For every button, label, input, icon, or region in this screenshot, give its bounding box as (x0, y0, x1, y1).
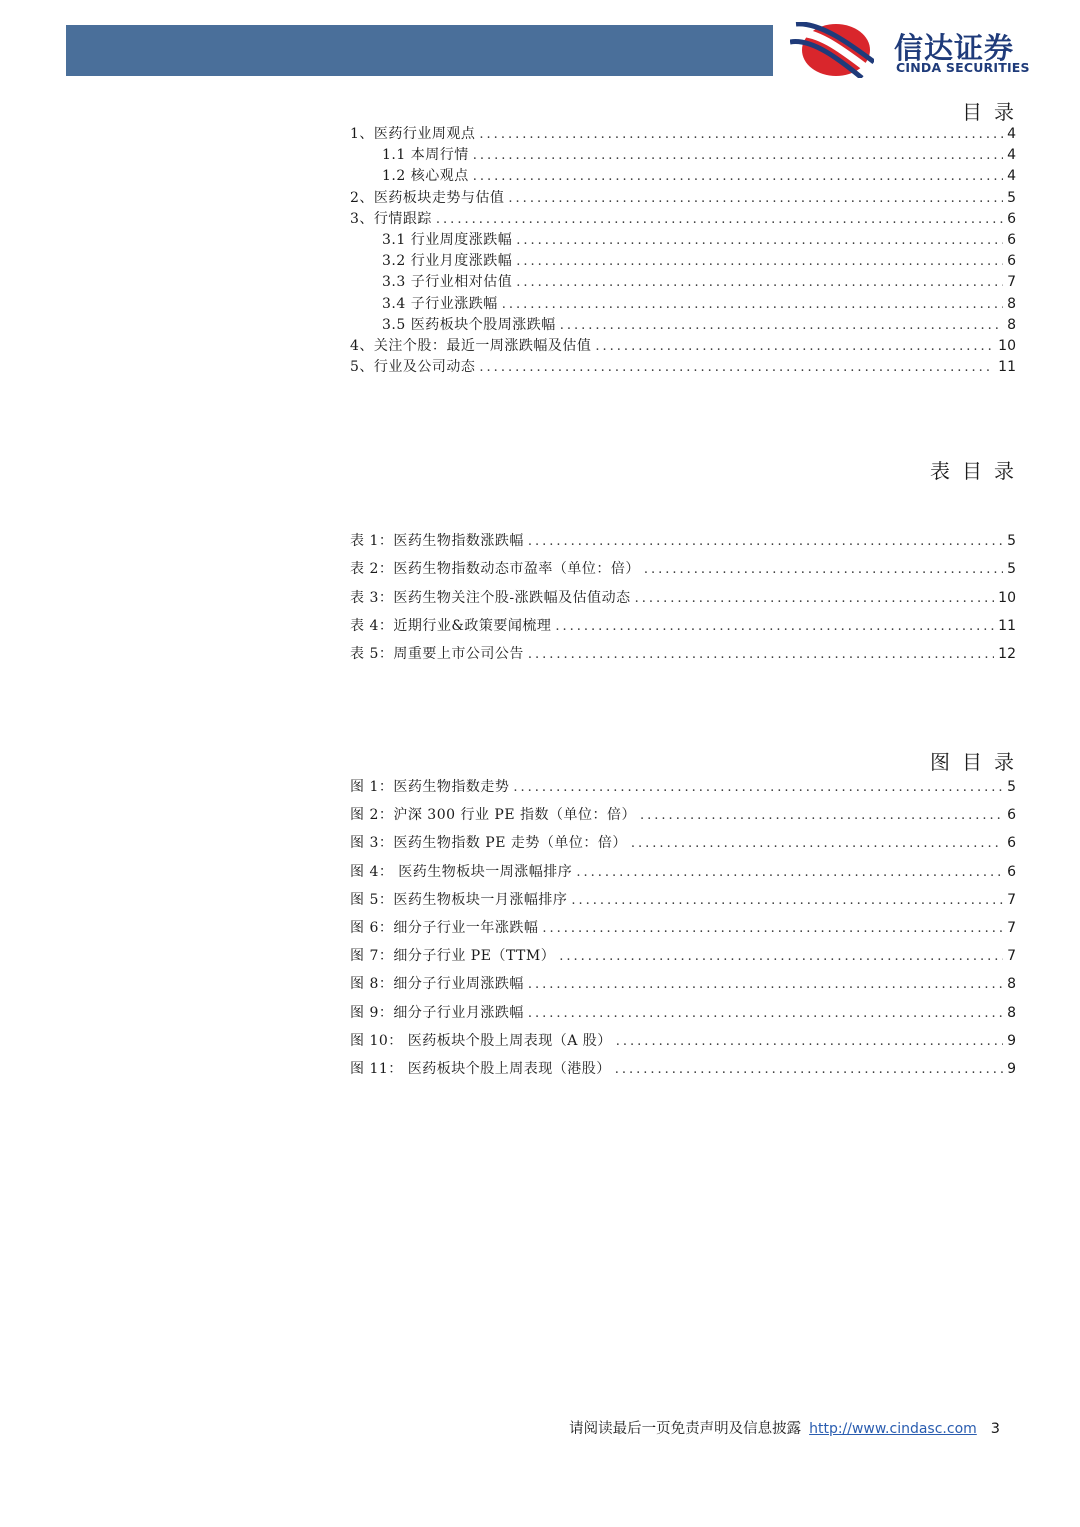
table-list-title: 表目录 (930, 459, 1026, 483)
toc-entry[interactable] (350, 356, 1016, 376)
figure-entry[interactable] (350, 1002, 1016, 1022)
figure-entry[interactable] (350, 889, 1016, 909)
figure-list-title: 图目录 (930, 750, 1026, 774)
dot-leader (436, 212, 1003, 227)
page-footer (569, 1417, 1000, 1438)
figure-entry[interactable] (350, 945, 1016, 965)
page-number: 3 (990, 1421, 1000, 1437)
toc-entry-label: 1.1 本周行情 (382, 147, 469, 164)
figure-entry[interactable] (350, 973, 1016, 993)
toc-entry-page: 11 (998, 359, 1016, 376)
dot-leader (616, 1034, 1003, 1049)
dot-leader (595, 339, 994, 354)
dot-leader (571, 893, 1003, 908)
table-entry[interactable] (350, 530, 1016, 550)
toc-entry-page: 6 (1007, 210, 1016, 227)
figure-entry-label: 图 4： 医药生物板块一周涨幅排序 (350, 863, 573, 880)
toc-entry-page: 6 (1007, 253, 1016, 270)
toc-entry-page: 4 (1007, 168, 1016, 185)
toc-entry[interactable] (350, 165, 1016, 185)
figure-entry-page: 6 (1007, 863, 1016, 880)
toc-entry-label: 5、行业及公司动态 (350, 359, 476, 376)
toc-entry[interactable] (350, 229, 1016, 249)
table-entry-label: 表 3：医药生物关注个股-涨跌幅及估值动态 (350, 589, 631, 606)
table-entry-page: 11 (998, 617, 1016, 634)
figure-entry-label: 图 5：医药生物板块一月涨幅排序 (350, 891, 568, 908)
toc-entry-label: 2、医药板块走势与估值 (350, 189, 505, 206)
figure-entry-page: 8 (1007, 976, 1016, 993)
toc-entry-page: 4 (1007, 147, 1016, 164)
toc-entry-label: 1、医药行业周观点 (350, 126, 476, 142)
toc-entry-page: 10 (998, 338, 1016, 354)
logo-text-cn: 信达证券 (894, 31, 1015, 65)
dot-leader (635, 591, 995, 606)
toc-entry-label: 4、关注个股：最近一周涨跌幅及估值 (350, 338, 592, 354)
figure-entry[interactable] (350, 917, 1016, 937)
dot-leader (528, 1006, 1003, 1021)
figure-entry-label: 图 11： 医药板块个股上周表现（港股） (350, 1061, 611, 1077)
figure-entry-label: 图 10： 医药板块个股上周表现（A 股） (350, 1032, 612, 1049)
figure-entry-label: 图 8：细分子行业周涨跌幅 (350, 976, 524, 993)
figure-entry-page: 9 (1007, 1032, 1016, 1049)
table-entry-label: 表 1：医药生物指数涨跌幅 (350, 533, 524, 549)
toc-entry-label: 3.2 行业月度涨跌幅 (382, 253, 513, 270)
dot-leader (631, 836, 1003, 851)
dot-leader (516, 233, 1003, 248)
dot-leader (542, 921, 1003, 936)
toc-entry-label: 3.4 子行业涨跌幅 (382, 295, 498, 312)
dot-leader (644, 562, 1003, 577)
toc-entry[interactable] (350, 250, 1016, 270)
toc-entry-page: 7 (1007, 274, 1016, 291)
table-entry-label: 表 4：近期行业&政策要闻梳理 (350, 617, 552, 634)
toc-entry[interactable] (350, 144, 1016, 164)
figure-entry-page: 6 (1007, 807, 1016, 824)
table-entry-label: 表 2：医药生物指数动态市盈率（单位：倍） (350, 561, 640, 578)
figure-entry-label: 图 7：细分子行业 PE（TTM） (350, 948, 556, 965)
figure-entry[interactable] (350, 804, 1016, 824)
dot-leader (615, 1062, 1003, 1077)
dot-leader (528, 647, 994, 662)
figure-entry-label: 图 3：医药生物指数 PE 走势（单位：倍） (350, 835, 627, 852)
company-logo (790, 22, 1060, 78)
dot-leader (479, 360, 994, 375)
toc-entry[interactable] (350, 208, 1016, 228)
dot-leader (516, 254, 1003, 269)
dot-leader (555, 619, 994, 634)
table-entry-page: 5 (1007, 561, 1016, 578)
figure-entry-page: 5 (1007, 779, 1016, 795)
dot-leader (576, 865, 1003, 880)
figure-entry[interactable] (350, 776, 1016, 796)
toc-entry-label: 3、行情跟踪 (350, 210, 432, 227)
footer-disclaimer: 请阅读最后一页免责声明及信息披露 (569, 1421, 802, 1437)
toc-entry[interactable] (350, 335, 1016, 355)
figure-entry-label: 图 6：细分子行业一年涨跌幅 (350, 920, 539, 936)
toc-entry-label: 3.3 子行业相对估值 (382, 274, 513, 291)
table-entry-page: 5 (1007, 533, 1016, 549)
dot-leader (640, 808, 1003, 823)
toc-entry-page: 5 (1007, 189, 1016, 206)
table-entry[interactable] (350, 587, 1016, 607)
figure-entry-page: 7 (1007, 920, 1016, 936)
table-entry-label: 表 5：周重要上市公司公告 (350, 646, 524, 663)
figure-entry-page: 9 (1007, 1061, 1016, 1077)
toc-title: 目录 (962, 100, 1026, 124)
table-entry-page: 12 (998, 646, 1016, 663)
figure-entry[interactable] (350, 1030, 1016, 1050)
dot-leader (513, 780, 1003, 795)
logo-mark-icon (790, 22, 874, 78)
toc-entry[interactable] (350, 314, 1016, 334)
table-entry[interactable] (350, 558, 1016, 578)
toc-entry-label: 3.1 行业周度涨跌幅 (382, 232, 513, 248)
dot-leader (528, 977, 1003, 992)
figure-entry-label: 图 2：沪深 300 行业 PE 指数（单位：倍） (350, 807, 637, 824)
table-entry[interactable] (350, 615, 1016, 635)
header-bar (66, 25, 773, 76)
figure-entry-label: 图 1：医药生物指数走势 (350, 779, 510, 795)
dot-leader (479, 127, 1003, 142)
toc-entry-label: 1.2 核心观点 (382, 168, 469, 185)
toc-entry[interactable] (350, 123, 1016, 143)
toc-entry[interactable] (350, 293, 1016, 313)
toc-entry[interactable] (350, 271, 1016, 291)
figure-entry[interactable] (350, 832, 1016, 852)
figure-entry-label: 图 9：细分子行业月涨跌幅 (350, 1004, 524, 1021)
figure-entry-page: 7 (1007, 891, 1016, 908)
footer-website-link[interactable]: http://www.cindasc.com (809, 1421, 977, 1437)
dot-leader (516, 275, 1003, 290)
dot-leader (528, 534, 1003, 549)
table-entry-page: 10 (998, 589, 1016, 606)
toc-entry[interactable] (350, 187, 1016, 207)
dot-leader (473, 148, 1003, 163)
dot-leader (473, 169, 1003, 184)
figure-entry[interactable] (350, 1058, 1016, 1078)
dot-leader (559, 949, 1003, 964)
toc-entry-page: 6 (1007, 232, 1016, 248)
toc-entry-page: 8 (1007, 295, 1016, 312)
toc-entry-page: 4 (1007, 126, 1016, 142)
figure-entry-page: 7 (1007, 948, 1016, 965)
table-entry[interactable] (350, 643, 1016, 663)
dot-leader (502, 297, 1003, 312)
toc-entry-label: 3.5 医药板块个股周涨跌幅 (382, 316, 556, 333)
dot-leader (560, 318, 1003, 333)
toc-entry-page: 8 (1007, 316, 1016, 333)
dot-leader (508, 191, 1003, 206)
figure-entry[interactable] (350, 861, 1016, 881)
figure-entry-page: 8 (1007, 1004, 1016, 1021)
figure-entry-page: 6 (1007, 835, 1016, 852)
logo-text-en: CINDA SECURITIES (896, 60, 1030, 75)
